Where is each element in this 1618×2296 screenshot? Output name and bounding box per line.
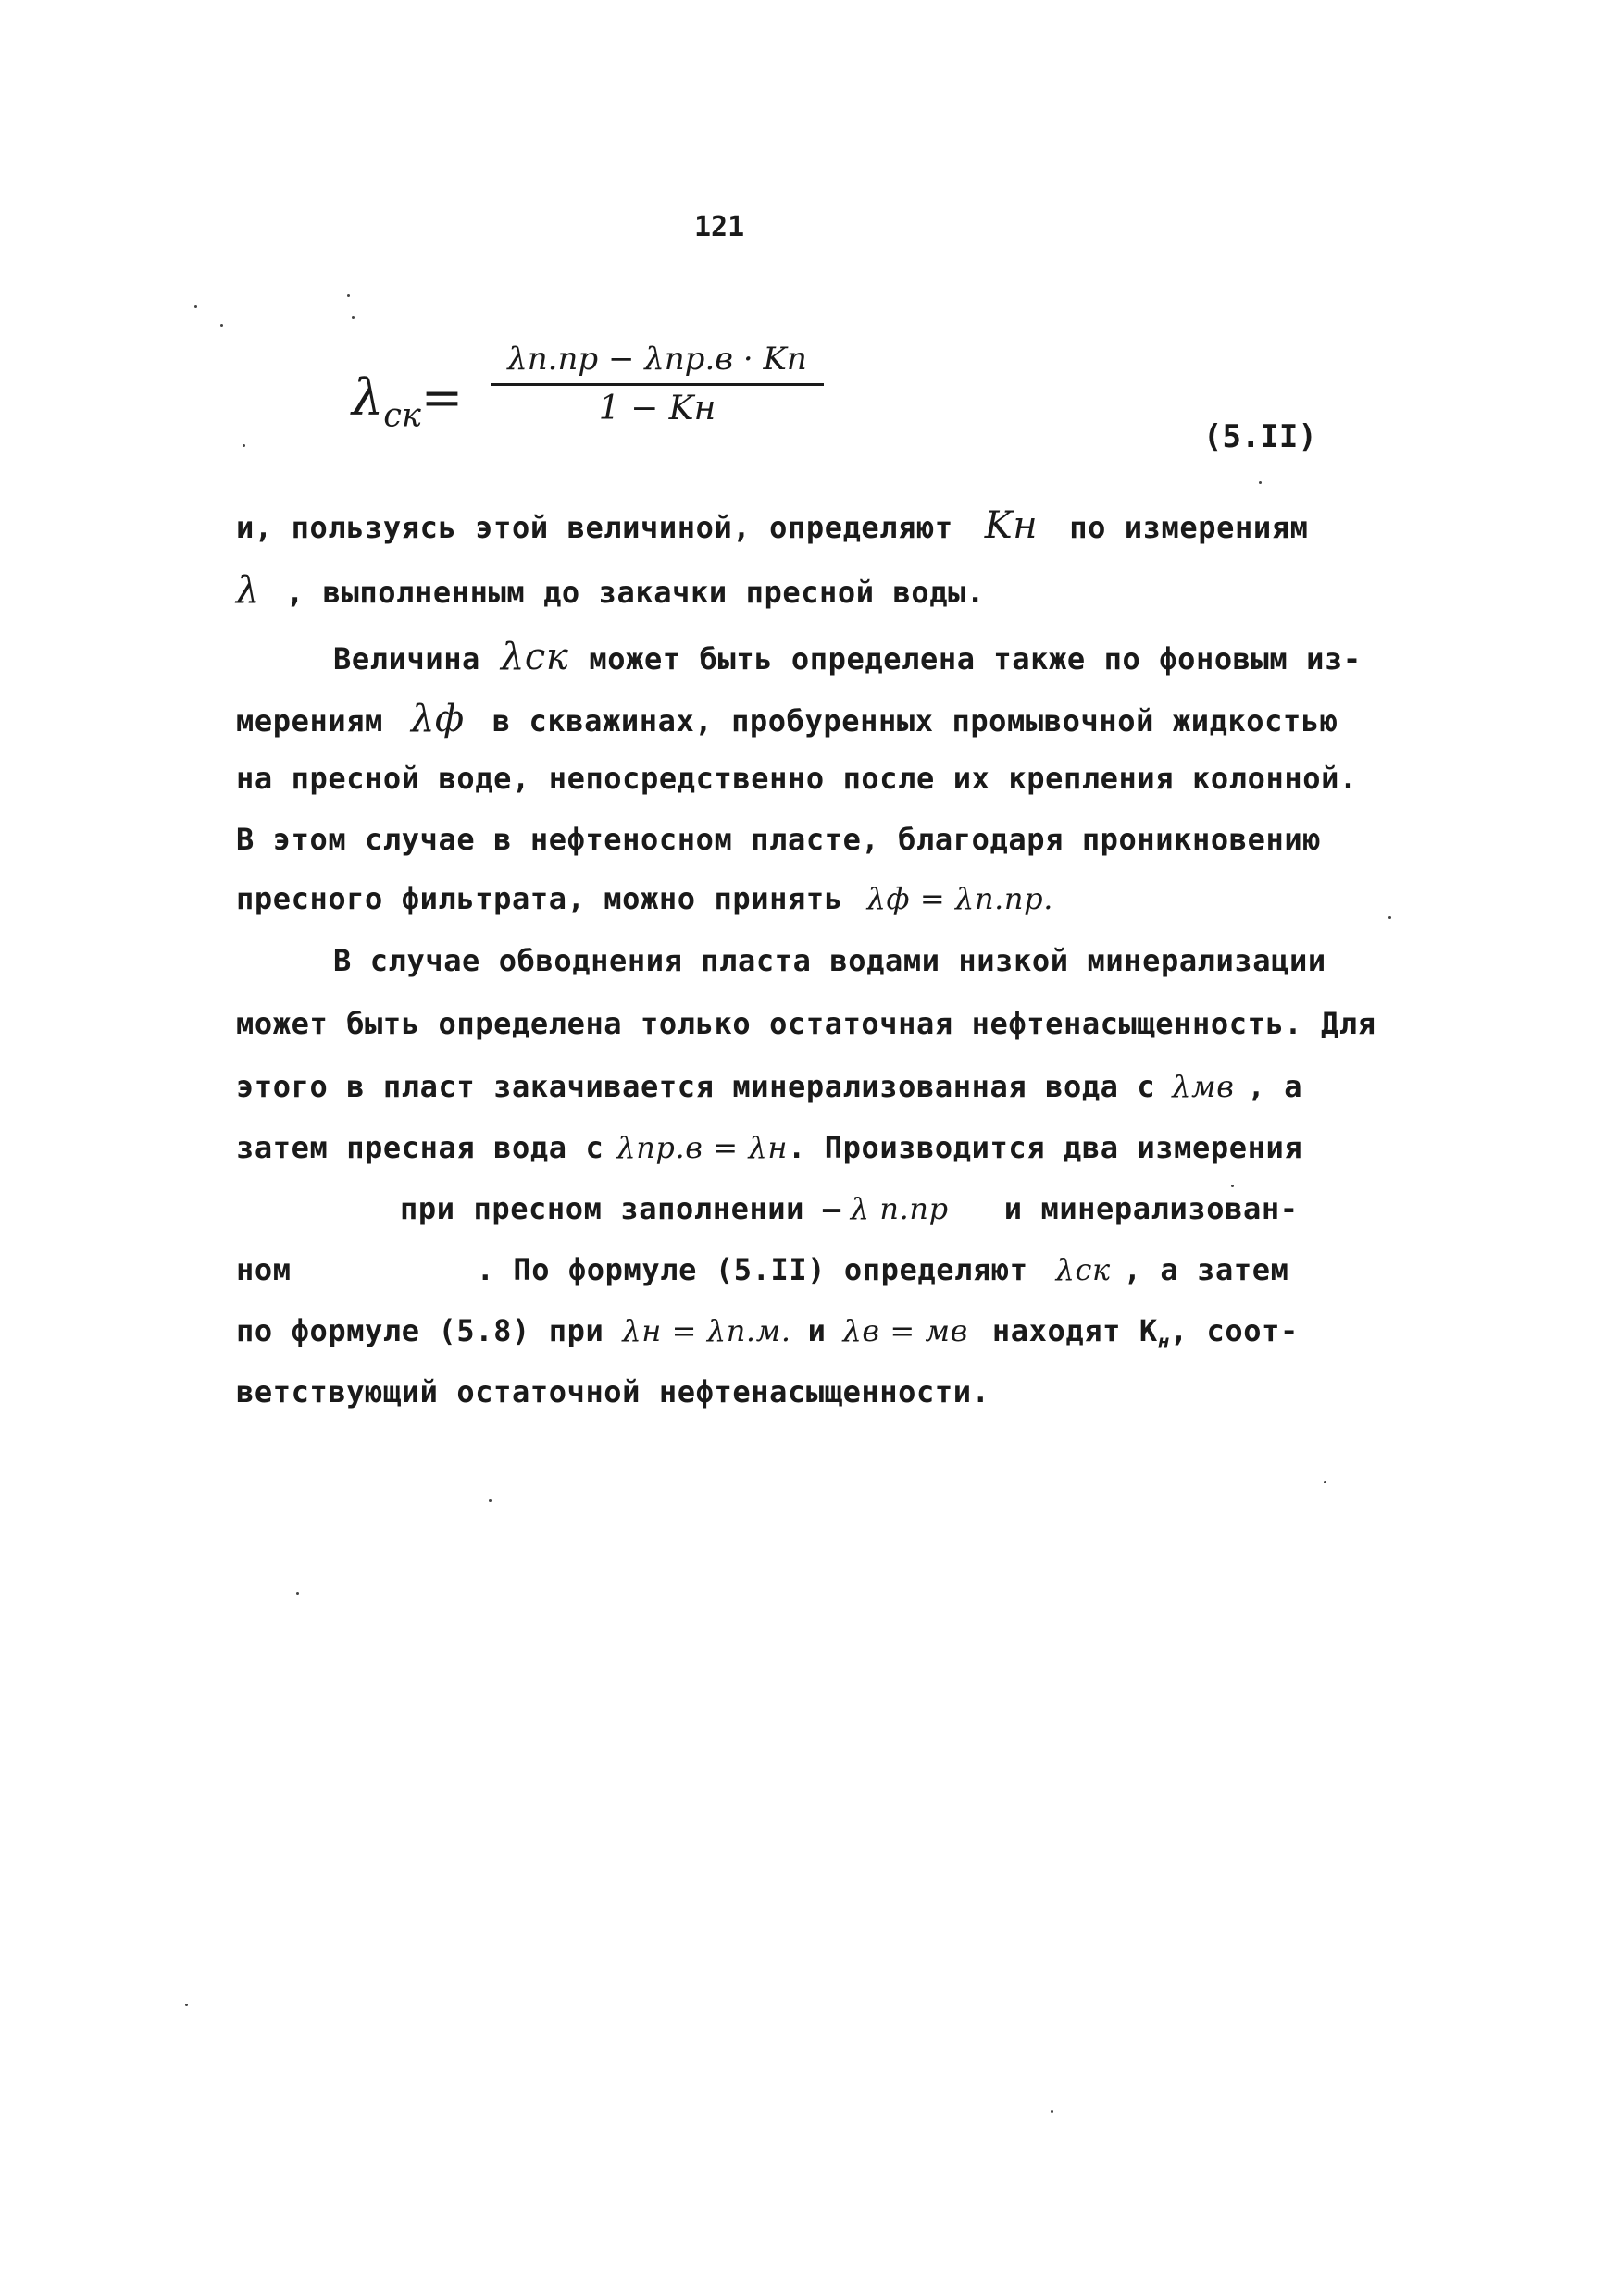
text-line-1: и, пользуясь этой величиной, определяют Kн по измерениям xyxy=(236,504,1309,547)
formula-fraction xyxy=(491,341,824,428)
text-line-11: затем пресная вода с λпр.в = λн. Производится два измерения xyxy=(236,1130,1303,1165)
formula-5-11 xyxy=(352,341,833,452)
text-line-14: по формуле (5.8) при λн = λп.м. и λв = мв находят $K_н$, соот- xyxy=(236,1313,1299,1353)
formula-lhs: $\lambda_{ск}=$ xyxy=(352,368,464,435)
text-line-9: может быть определена только остаточная нефтенасыщенность. Для xyxy=(236,1006,1376,1041)
text-line-6: В этом случае в нефтеносном пласте, благодаря проникновению xyxy=(236,822,1322,857)
text-line-2: λ , выполненным до закачки пресной воды. xyxy=(236,569,985,612)
equation-number: (5.II) xyxy=(1203,418,1317,455)
text-line-12: при пресном заполнении – λ п.пр и минерализован- xyxy=(400,1191,1299,1226)
formula-numerator: λп.пр − λпр.в · Kп xyxy=(491,341,824,386)
text-line-3: Величина λск может быть определена также по фоновым из- xyxy=(333,636,1362,678)
text-line-13: ном . По формуле (5.II) определяют λск , а затем xyxy=(236,1252,1289,1287)
text-line-7: пресного фильтрата, можно принять λф = λп.пр. xyxy=(236,881,1053,916)
text-line-8: В случае обводнения пласта водами низкой минерализации xyxy=(333,943,1326,978)
text-line-5: на пресной воде, непосредственно после их крепления колонной. xyxy=(236,761,1358,796)
formula-denominator: 1 − Kн xyxy=(598,390,716,428)
text-line-15: ветствующий остаточной нефтенасыщенности. xyxy=(236,1374,990,1409)
text-line-10: этого в пласт закачивается минерализованная вода с λмв , а xyxy=(236,1069,1303,1104)
text-line-4: мерениям λф в скважинах, пробуренных промывочной жидкостью xyxy=(236,698,1338,740)
page-number: 121 xyxy=(694,211,745,243)
